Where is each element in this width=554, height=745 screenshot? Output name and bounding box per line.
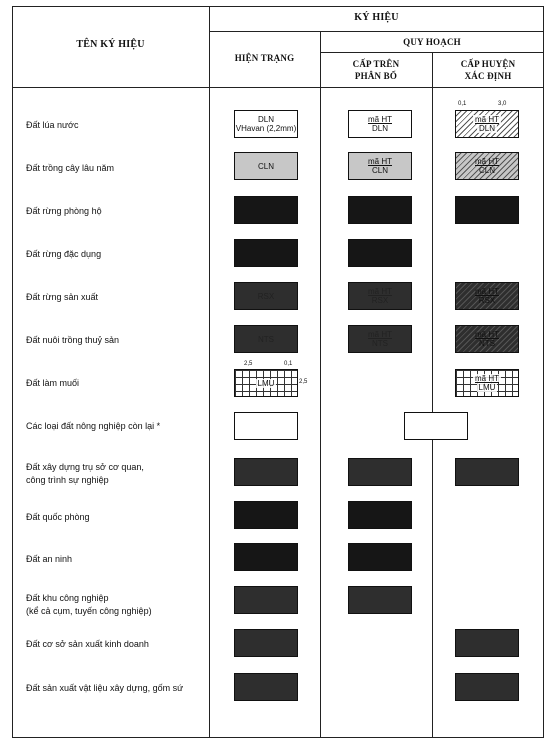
row-label: Đất nuôi trồng thuỷ sản bbox=[26, 335, 120, 345]
symbol-dln-district bbox=[455, 110, 519, 138]
symbol-rsx-district bbox=[455, 282, 519, 310]
dimension-label: 0,1 bbox=[458, 101, 467, 107]
row-label-line1: Đất xây dựng trụ sở cơ quan, bbox=[26, 462, 144, 472]
row-label: Đất sản xuất vật liệu xây dựng, gốm sứ bbox=[26, 683, 184, 693]
row-label bbox=[26, 461, 144, 487]
symbol-font-note: VHavan (2,2mm) bbox=[235, 124, 297, 133]
symbol-lmu-district bbox=[455, 369, 519, 397]
symbol-plan-code: mã HT bbox=[368, 157, 392, 166]
symbol-office-district bbox=[455, 458, 519, 486]
header-current: HIỆN TRẠNG bbox=[234, 53, 295, 63]
header-name-col: TÊN KÝ HIỆU bbox=[76, 39, 145, 50]
symbol-rph-upper bbox=[348, 196, 412, 224]
symbol-security-current bbox=[234, 543, 298, 571]
symbol-rsx-current bbox=[234, 282, 298, 310]
symbol-code: NTS bbox=[258, 334, 274, 344]
symbol-business-district bbox=[455, 629, 519, 657]
symbol-code: NTS bbox=[479, 339, 495, 348]
symbol-industrial-upper bbox=[348, 586, 412, 614]
symbol-nts-upper bbox=[348, 325, 412, 353]
dimension-label: 3,0 bbox=[498, 101, 507, 107]
header-district-line2: XÁC ĐỊNH bbox=[464, 71, 512, 81]
symbol-code: DLN bbox=[257, 115, 274, 124]
dimension-label: 2,5 bbox=[244, 361, 253, 367]
dimension-label: 2,5 bbox=[299, 379, 308, 385]
header-upper-line2: PHÂN BỔ bbox=[354, 71, 398, 81]
dimension-label: 0,1 bbox=[284, 361, 293, 367]
symbol-code: LMU bbox=[257, 378, 275, 388]
symbol-cln-current bbox=[234, 152, 298, 180]
symbol-code: DLN bbox=[371, 124, 388, 133]
row-label: Đất cơ sở sản xuất kinh doanh bbox=[26, 639, 149, 649]
divider-row-symbol bbox=[209, 31, 544, 32]
symbol-plan-code: mã HT bbox=[368, 287, 392, 296]
symbol-rdd-upper bbox=[348, 239, 412, 267]
row-label-line2: (kể cả cụm, tuyến công nghiệp) bbox=[26, 606, 152, 616]
symbol-code: LMU bbox=[478, 383, 496, 392]
symbol-office-upper bbox=[348, 458, 412, 486]
divider-header-bottom bbox=[12, 87, 544, 88]
symbol-plan-code: mã HT bbox=[475, 115, 499, 124]
row-label: Đất rừng sản xuất bbox=[26, 292, 99, 302]
symbol-nts-district bbox=[455, 325, 519, 353]
symbol-code: DLN bbox=[478, 124, 495, 133]
symbol-code: RSX bbox=[478, 296, 496, 305]
symbol-plan-code: mã HT bbox=[475, 157, 499, 166]
divider-col-2 bbox=[320, 31, 321, 738]
header-symbol: KÝ HIỆU bbox=[354, 12, 399, 23]
row-label: Đất quốc phòng bbox=[26, 512, 90, 522]
symbol-plan-code: mã HT bbox=[475, 287, 499, 296]
header-planning: QUY HOẠCH bbox=[403, 37, 461, 47]
symbol-other-agri-plan bbox=[404, 412, 468, 440]
symbol-office-current bbox=[234, 458, 298, 486]
symbol-code: RSX bbox=[257, 291, 275, 301]
symbol-nts-current bbox=[234, 325, 298, 353]
symbol-plan-code: mã HT bbox=[475, 330, 499, 339]
symbol-rsx-upper bbox=[348, 282, 412, 310]
symbol-plan-code: mã HT bbox=[368, 330, 392, 339]
row-label: Đất làm muối bbox=[26, 378, 80, 388]
symbol-plan-code: mã HT bbox=[368, 115, 392, 124]
symbol-lmu-current bbox=[234, 369, 298, 397]
row-label: Đất rừng đặc dụng bbox=[26, 249, 102, 259]
symbol-plan-code: mã HT bbox=[475, 374, 499, 383]
symbol-rdd-current bbox=[234, 239, 298, 267]
symbol-dln-current bbox=[234, 110, 298, 138]
row-label-line2: công trình sự nghiệp bbox=[26, 475, 109, 485]
header-district-level bbox=[432, 58, 544, 82]
row-label: Đất rừng phòng hộ bbox=[26, 206, 102, 216]
header-upper-level bbox=[320, 58, 432, 82]
symbol-cln-district bbox=[455, 152, 519, 180]
divider-col-1 bbox=[209, 6, 210, 738]
header-district-line1: CẤP HUYỆN bbox=[460, 59, 516, 69]
row-label: Đất an ninh bbox=[26, 554, 73, 564]
symbol-defense-upper bbox=[348, 501, 412, 529]
symbol-code: RSX bbox=[371, 296, 389, 305]
divider-row-planning bbox=[320, 52, 544, 53]
symbol-ceramics-current bbox=[234, 673, 298, 701]
symbol-dln-upper bbox=[348, 110, 412, 138]
divider-col-3 bbox=[432, 52, 433, 738]
symbol-code: CLN bbox=[371, 166, 388, 175]
symbol-cln-upper bbox=[348, 152, 412, 180]
symbol-code: NTS bbox=[372, 339, 388, 348]
symbol-defense-current bbox=[234, 501, 298, 529]
row-label: Đất lúa nước bbox=[26, 120, 79, 130]
symbol-code: CLN bbox=[478, 166, 495, 175]
symbol-other-agri-current bbox=[234, 412, 298, 440]
symbol-rph-current bbox=[234, 196, 298, 224]
symbol-code: CLN bbox=[257, 161, 274, 171]
row-label: Đất trồng cây lâu năm bbox=[26, 163, 115, 173]
symbol-industrial-current bbox=[234, 586, 298, 614]
symbol-rph-district bbox=[455, 196, 519, 224]
header-upper-line1: CẤP TRÊN bbox=[352, 59, 400, 69]
row-label: Các loại đất nông nghiệp còn lại * bbox=[26, 421, 161, 431]
symbol-security-upper bbox=[348, 543, 412, 571]
row-label bbox=[26, 592, 152, 618]
symbol-ceramics-district bbox=[455, 673, 519, 701]
symbol-business-current bbox=[234, 629, 298, 657]
row-label-line1: Đất khu công nghiệp bbox=[26, 593, 109, 603]
